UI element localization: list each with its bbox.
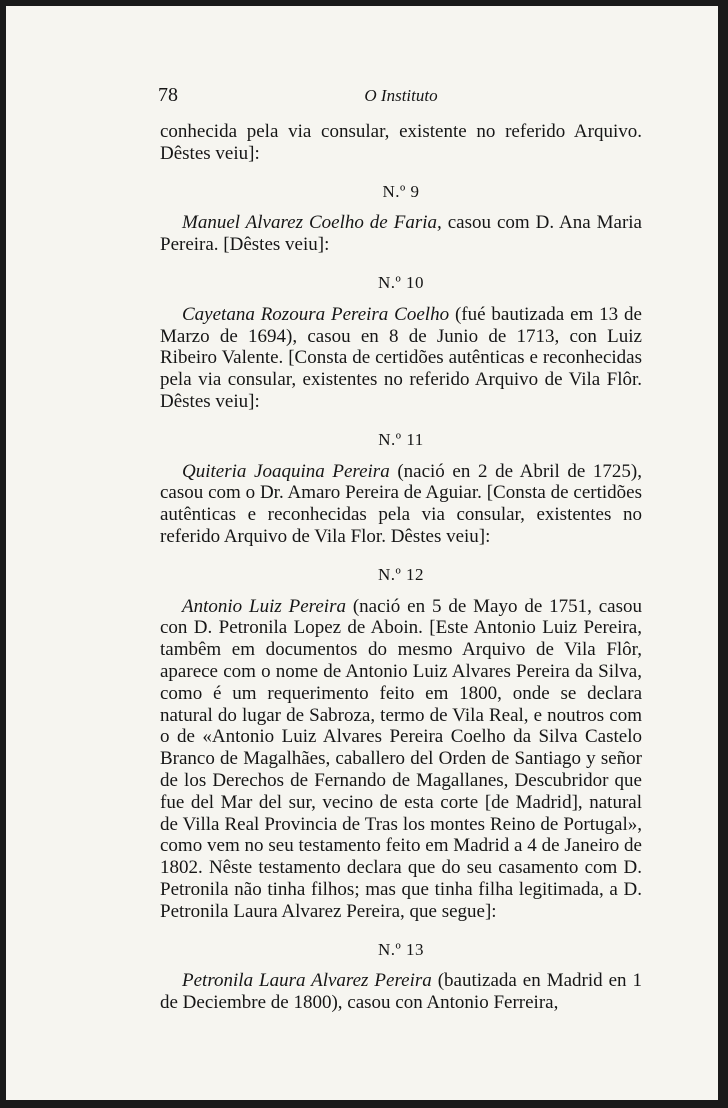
- running-title: O Instituto: [364, 86, 438, 105]
- entry-number-13: N.º 13: [377, 939, 425, 959]
- entry-paragraph-11: [160, 461, 642, 548]
- entry-name: Manuel Alvarez Coelho de Faria,: [182, 212, 442, 234]
- entry-paragraph-13: [160, 970, 642, 1014]
- intro-paragraph: conhecida pela via consular, existente no referido Arquivo. Dêstes veiu]:: [160, 121, 642, 164]
- entry-text: (nació en 5 de Mayo de 1751, casou con D. Petronila Lopez de Aboin. [Este Antonio Luiz Pereira, tambêm em documentos do mesmo Arquivo de Vila Flôr, aparece com o nome de Antonio Luiz Alvares Pereira da Silva, como é um requerimento feito em 1800, onde se declara natural do lugar de Sabroza, termo de Vila Real, e noutros com o de «Antonio Luiz Alvares Pereira Coelho da Silva Castelo Branco de Magalhães, caballero del Orden de Santiago y señor de los Derechos de Fernando de Magallanes, Descubridor que fue del Mar del sur, vecino de esta corte [de Madrid], natural de Villa Real Provincia de Tras los montes Reino de Portugal», como vem no seu testamento feito em Madrid a 4 de Janeiro de 1802. Nêste testamento declara que do seu casamento com D. Petronila não tinha filhos; mas que tinha filha legitimada, a D. Petronila Laura Alvarez Pereira, que segue]:: [160, 595, 642, 922]
- entry-text: casou com D. Ana Maria Pereira. [Dêstes veiu]:: [160, 212, 642, 256]
- entry-number-12: N.º 12: [377, 564, 425, 584]
- entry-name: Cayetana Rozoura Pereira Coelho: [182, 303, 450, 325]
- entry-name: Quiteria Joaquina Pereira: [182, 460, 390, 482]
- entry-number-11: N.º 11: [378, 429, 424, 449]
- entry-number-9: N.º 9: [382, 181, 420, 201]
- entry-text: (fué bautizada em 13 de Marzo de 1694), casou en 8 de Junio de 1713, con Luiz Ribeiro Valente. [Consta de certidões autênticas e reconhecidas pela via consular, existentes no referido Arquivo de Vila Flôr. Dêstes veiu]:: [160, 303, 642, 412]
- entry-text: (nació en 2 de Abril de 1725), casou com o Dr. Amaro Pereira de Aguiar. [Consta de certidões autênticas e reconhecidas pela via consular, existentes no referido Arquivo de Vila Flor. Dêstes veiu]:: [160, 460, 643, 547]
- entry-name: Antonio Luiz Pereira: [182, 595, 346, 617]
- page-number: 78: [158, 84, 178, 106]
- entry-paragraph-12: [160, 596, 642, 923]
- body-text: [160, 121, 642, 1014]
- entry-number-10: N.º 10: [377, 272, 425, 292]
- running-header: [158, 84, 644, 110]
- document-page: [6, 6, 718, 1100]
- entry-paragraph-10: [160, 304, 642, 413]
- entry-paragraph-9: [160, 212, 642, 256]
- entry-name: Petronila Laura Alvarez Pereira: [182, 970, 432, 992]
- entry-text: (bautizada en Madrid en 1 de Deciembre de 1800), casou con Antonio Ferreira,: [160, 970, 642, 1014]
